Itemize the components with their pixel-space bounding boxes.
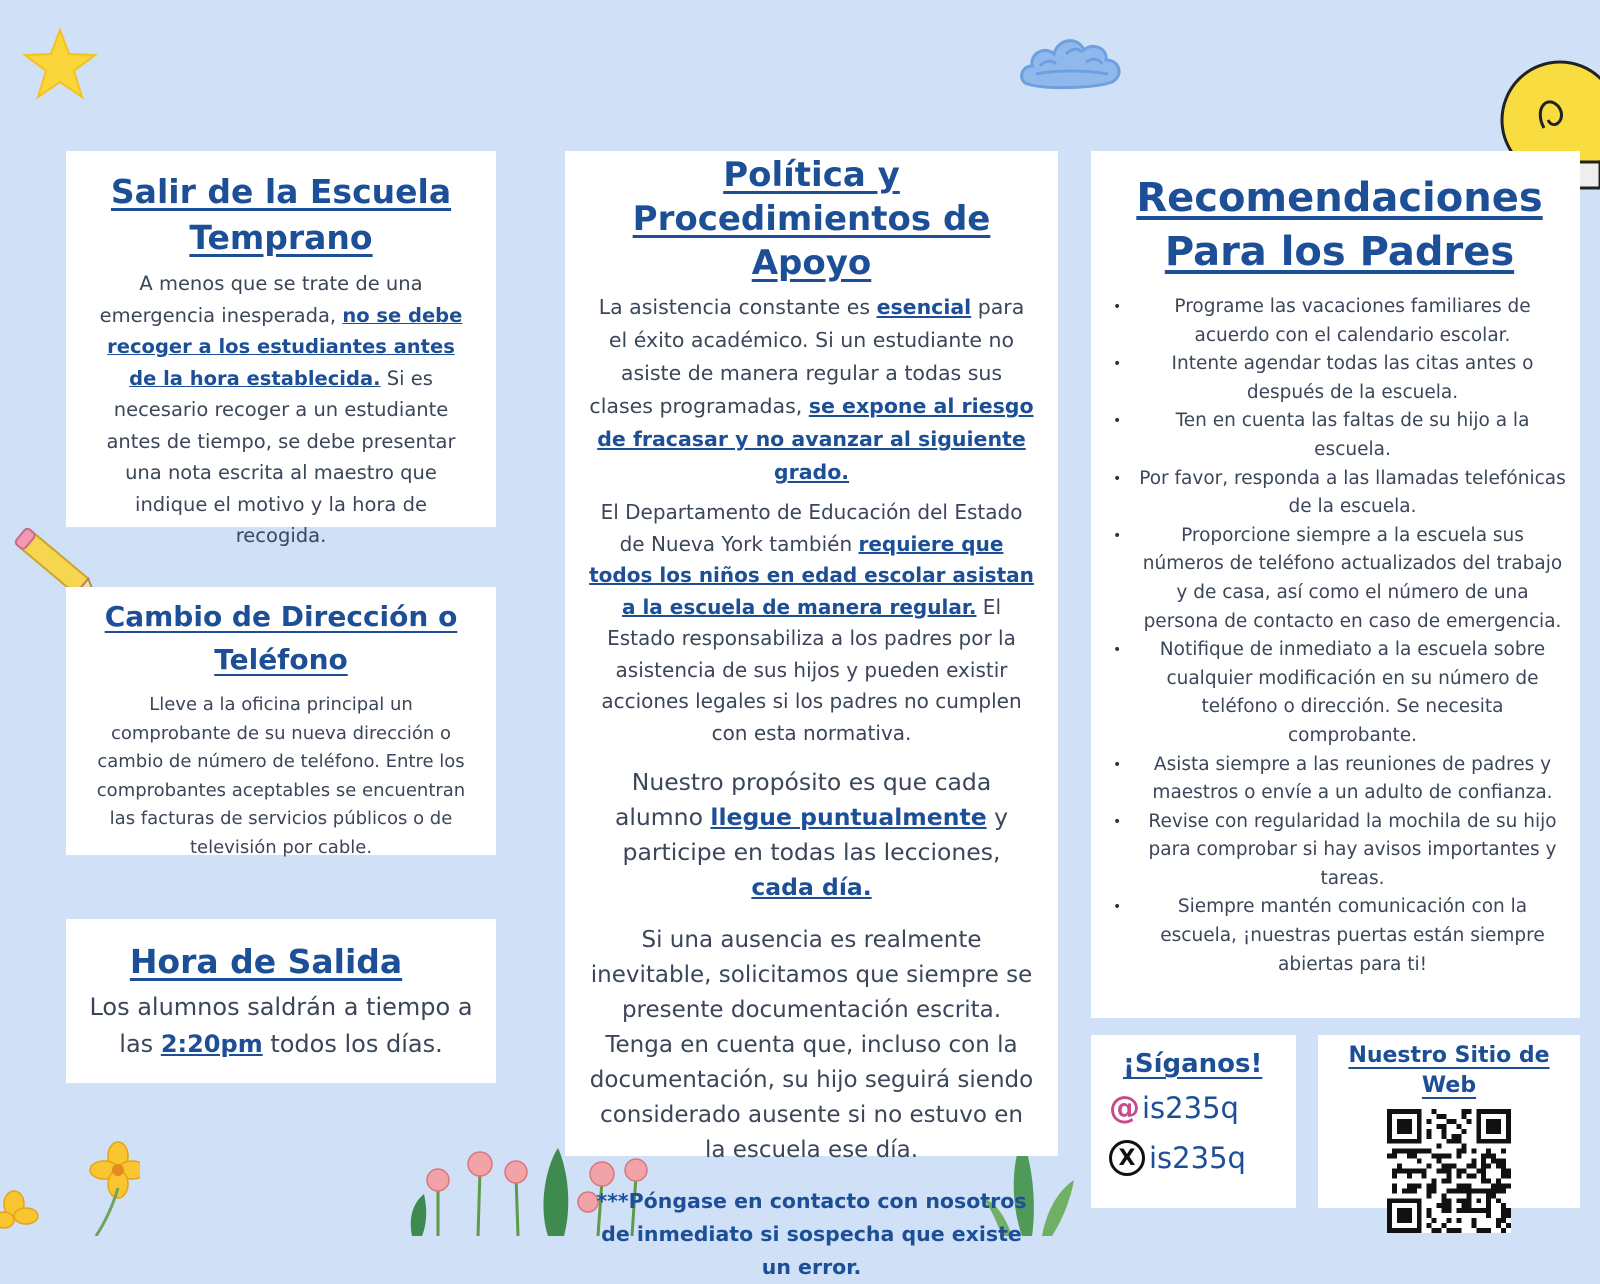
policy-title: Política y Procedimientos de Apoyo — [632, 155, 991, 283]
recommendations-list — [1113, 293, 1566, 979]
early-dismissal-title: Salir de la Escuela Temprano — [110, 172, 452, 257]
policy-card — [565, 151, 1058, 1279]
policy-paragraph-4: Si una ausencia es realmente inevitable, solicitamos que siempre se presente documentación escrita. Tenga en cuenta que, incluso con la documentación, su hijo seguirá siendo considerado ausente si no estuvo en la escuela ese día. — [589, 927, 1034, 1163]
follow-us-card — [1091, 1035, 1296, 1208]
policy-paragraph-2: El Departamento de Educación del Estado de Nueva York también requiere que todos los niños en edad escolar asistan a la escuela de manera regular. El Estado responsabiliza a los padres por la asistencia de sus hijos y pueden existir acciones legales si los padres no cumplen con esta normativa. — [589, 500, 1034, 745]
website-title: Nuestro Sitio de Web — [1348, 1043, 1550, 1098]
instagram-handle: is235q — [1142, 1091, 1239, 1125]
policy-contact-note: ***Póngase en contacto con nosotros de inmediato si sospecha que existe un error. — [596, 1189, 1027, 1279]
list-item: • Ten en cuenta las faltas de su hijo a la escuela. — [1113, 410, 1530, 460]
address-change-card — [66, 587, 496, 858]
list-item: • Revise con regularidad la mochila de su hijo para comprobar si hay avisos importantes y tareas. — [1113, 810, 1557, 889]
early-dismissal-card — [66, 151, 496, 547]
list-item: • Programe las vacaciones familiares de acuerdo con el calendario escolar. — [1113, 296, 1531, 346]
early-dismissal-emphasis: no se debe recoger a los estudiantes antes de la hora establecida. — [107, 303, 463, 390]
cloud-decoration-icon — [1016, 22, 1131, 102]
follow-us-title: ¡Síganos! — [1123, 1049, 1263, 1079]
policy-paragraph-1: La asistencia constante es esencial para el éxito académico. Si un estudiante no asiste de manera regular a todas sus clases programadas, se expone al riesgo de fracasar y no avanzar al siguiente grado. — [589, 295, 1034, 484]
star-decoration-icon — [20, 26, 100, 101]
x-logo-icon: X — [1109, 1140, 1145, 1176]
x-handle: is235q — [1149, 1141, 1246, 1175]
address-change-title: Cambio de Dirección o Teléfono — [104, 600, 458, 676]
list-item: • Por favor, responda a las llamadas telefónicas de la escuela. — [1113, 467, 1566, 518]
instagram-link[interactable] — [1109, 1083, 1288, 1133]
list-item: • Proporcione siempre a la escuela sus números de teléfono actualizados del trabajo y de casa, así como el número de una persona de contacto en caso de emergencia. — [1113, 524, 1563, 632]
recommendations-card — [1091, 151, 1580, 1018]
list-item: • Notifique de inmediato a la escuela sobre cualquier modificación en su número de teléfono o dirección. Se necesita comprobante. — [1113, 639, 1546, 746]
qr-code-icon[interactable] — [1387, 1109, 1511, 1233]
list-item: • Siempre mantén comunicación con la escuela, ¡nuestras puertas están siempre abiertas para ti! — [1113, 896, 1545, 975]
dismissal-time-card — [66, 919, 496, 1083]
dismissal-time-title: Hora de Salida — [129, 942, 403, 981]
flowers-decoration-icon — [0, 1128, 140, 1236]
dismissal-time-text: Los alumnos saldrán a tiempo a las 2:20pm todos los días. — [89, 993, 473, 1058]
list-item: • Intente agendar todas las citas antes o después de la escuela. — [1113, 353, 1534, 403]
recommendations-title: Recomendaciones Para los Padres — [1136, 175, 1543, 275]
x-link[interactable] — [1109, 1133, 1288, 1183]
address-change-text: Lleve a la oficina principal un comprobante de su nueva dirección o cambio de número de teléfono. Entre los comprobantes aceptables se encuentran las facturas de servicios públicos o de televisión por cable. — [96, 694, 466, 858]
early-dismissal-text: A menos que se trate de una emergencia inesperada, no se debe recoger a los estudiantes antes de la hora establecida. Si es necesario recoger a un estudiante antes de tiempo, se debe presentar una nota escrita al maestro que indique el motivo y la hora de recogida. — [99, 272, 463, 547]
list-item: • Asista siempre a las reuniones de padres y maestros o envíe a un adulto de confianza. — [1113, 753, 1553, 804]
policy-paragraph-3: Nuestro propósito es que cada alumno llegue puntualmente y participe en todas las lecciones, cada día. — [614, 768, 1009, 901]
website-card — [1318, 1035, 1580, 1208]
instagram-icon: @ — [1109, 1090, 1140, 1126]
dismissal-time-value: 2:20pm — [160, 1030, 263, 1058]
